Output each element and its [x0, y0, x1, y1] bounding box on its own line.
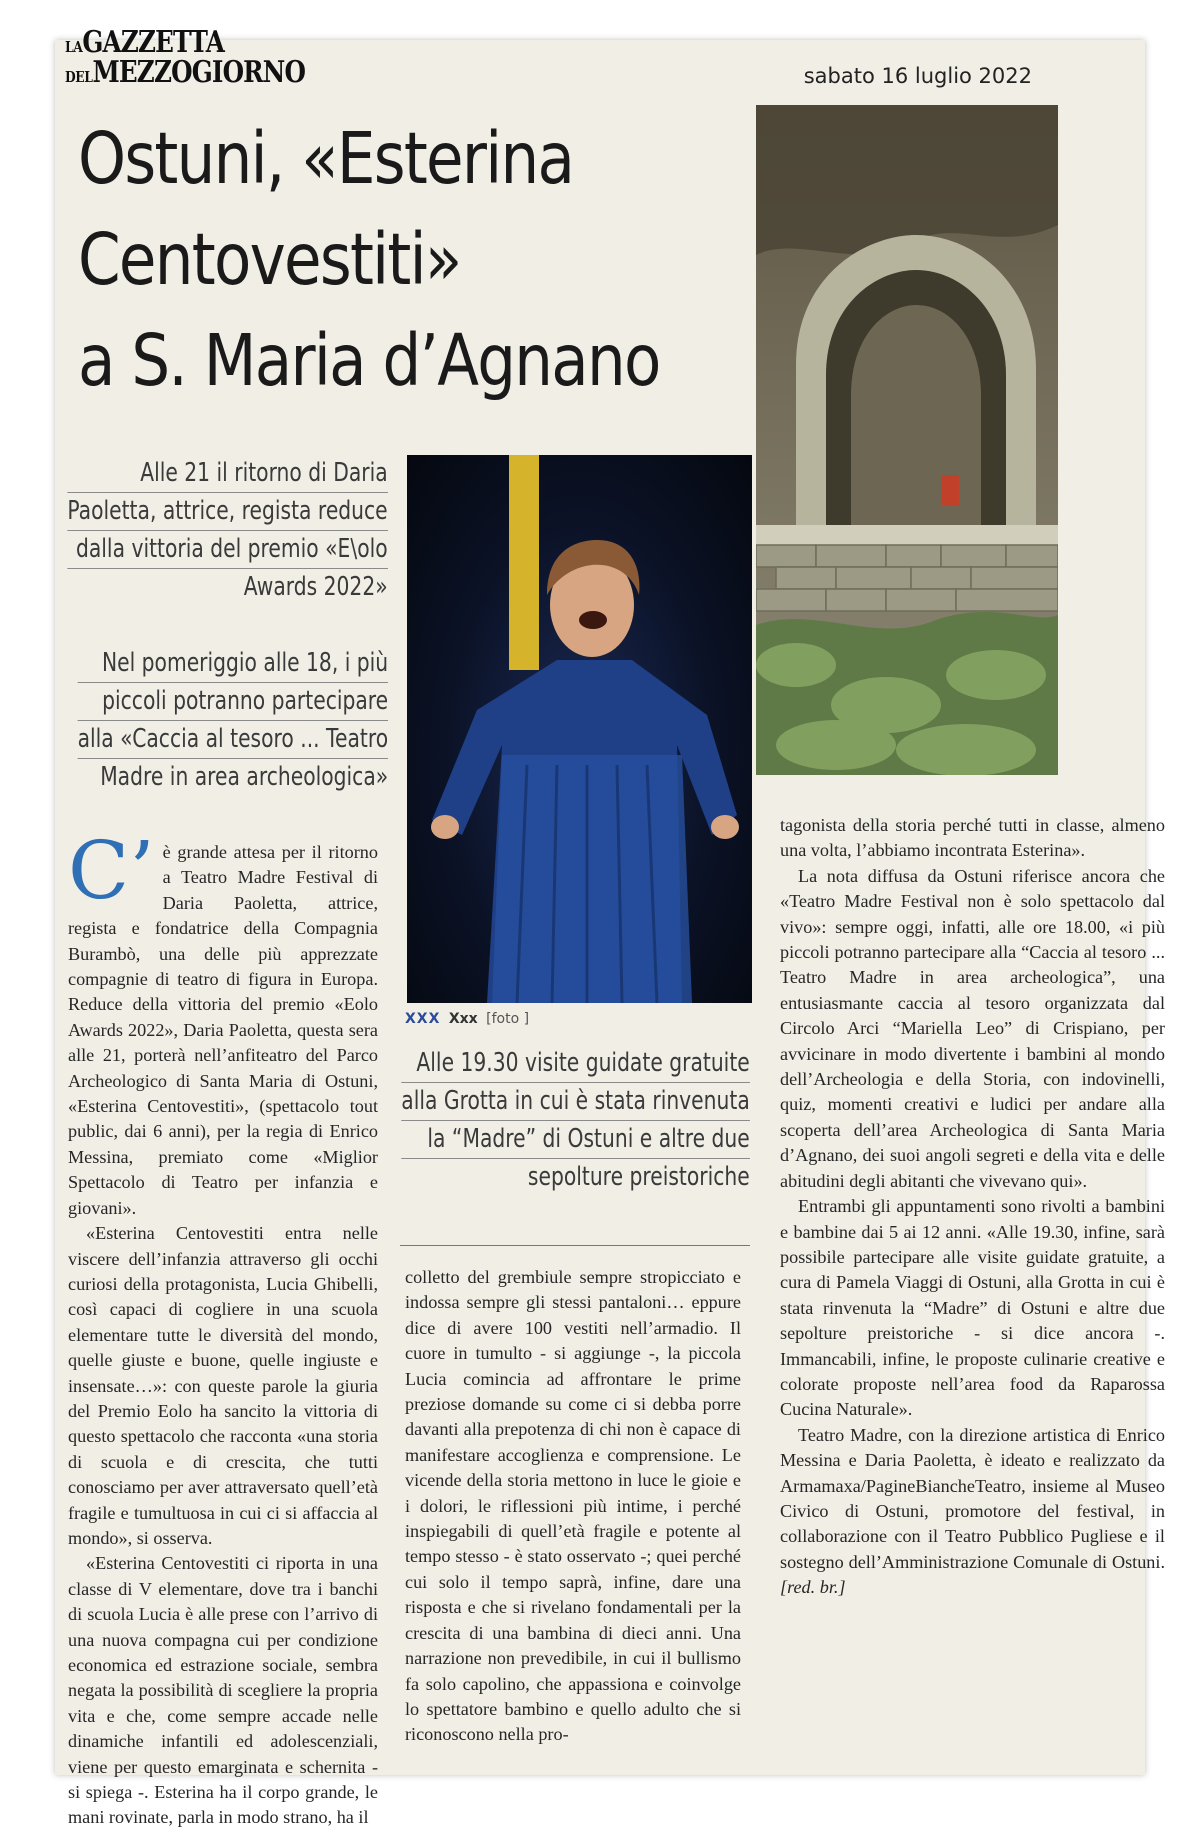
paragraph-text: Teatro Madre, con la direzione artistica di Enrico Messina e Daria Paoletta, è ideato e realizzato da Armamaxa/PagineBiancheTeatro, insieme al Museo Civico di Ostuni, promotore del festival, in collaborazione con il Teatro Pubblico Pugliese e il sostegno dell’Amministrazione Comunale di Ostuni.: [780, 1424, 1165, 1572]
column-divider-rule: [400, 1245, 750, 1246]
subheading-2: [77, 645, 388, 796]
issue-date: sabato 16 luglio 2022: [803, 64, 1032, 88]
article-column-2: [405, 1265, 741, 1748]
subheading-3-line-2: alla Grotta in cui è stata rinvenuta: [402, 1083, 750, 1121]
drop-cap: C’: [68, 824, 155, 917]
subheading-1-line-1: Alle 21 il ritorno di Daria: [68, 455, 388, 493]
paragraph: [780, 1423, 1165, 1601]
paragraph-text: è grande attesa per il ritorno a Teatro Madre Festival di Daria Paoletta, attrice, regista e fondatrice della Compagnia Burambò, una delle più apprezzate compagnie di teatro di figura in Europa. Reduce della vittoria del premio «Eolo Awards 2022», Daria Paoletta, questa sera alle 21, porterà nell’anfiteatro del Parco Archeologico di Santa Maria di Ostuni, «Esterina Centovestiti», (spettacolo tout public, dai 6 anni), per la regia di Enrico Messina, premiato come «Miglior Spettacolo di Teatro per infanzia e giovani».: [68, 842, 378, 1218]
paragraph: colletto del grembiule sempre stropicciato e indossa sempre gli stessi pantaloni… eppure dice di avere 100 vestiti nell’armadio. Il cuore in tumulto - si aggiunge -, la piccola Lucia comincia ad affrontare le prime preziose domande su come ci si debba porre davanti alla prepotenza di chi non è capace di manifestare accoglienza e comprensione. Le vicende della storia mettono in luce le gioie e i dolori, le riflessioni più intime, i perché inspiegabili di quell’età fragile e potente al tempo stesso - è stato osservato -; quei perché cui solo il tempo saprà, infine, dare una risposta e che si rivelano fondamentali per la crescita di una bambina di dieci anni. Una narrazione non prevedibile, in cui il bullismo fa solo capolino, che appassiona e coinvolge lo spettatore bambino e quello adulto che si riconoscono nella pro-: [405, 1267, 741, 1745]
subheading-2-line-4: Madre in area archeologica»: [100, 762, 389, 792]
paragraph: [68, 824, 378, 1221]
subheading-3-line-4: sepolture preistoriche: [528, 1162, 750, 1192]
masthead-prefix-la: LA: [65, 38, 83, 56]
paragraph: tagonista della storia perché tutti in classe, almeno una volta, l’abbiamo incontrata Esterina».: [780, 815, 1165, 861]
subheading-2-line-1: Nel pomeriggio alle 18, i più: [77, 645, 388, 683]
grotto-photo-drawing: [756, 105, 1058, 775]
subheading-1-line-2: Paoletta, attrice, regista reduce: [68, 493, 388, 531]
grotto-photo: [756, 105, 1058, 775]
caption-mark: XXX: [405, 1011, 441, 1027]
masthead-gazzetta: GAZZETTA: [82, 25, 225, 60]
actress-photo: [407, 455, 752, 1003]
paragraph: «Esterina Centovestiti entra nelle viscere dell’infanzia attraverso gli occhi curiosi della protagonista, Lucia Ghibelli, così capaci di cogliere in una scuola elementare tutte le diversità del mondo, quelle giuste e buone, quelle ingiuste e insensate…»: con queste parole la giuria del Premio Eolo ha sancito la vittoria di questo spettacolo che racconta «una storia di scuola e di crescita, che tutti conosciamo per aver attraversato quell’età fragile e tumultuosa in cui ci si affaccia al mondo», si osserva.: [68, 1223, 378, 1548]
subheading-1-line-4: Awards 2022»: [244, 572, 388, 602]
masthead-mezzogiorno: MEZZOGIORNO: [92, 55, 306, 90]
subheading-1: [68, 455, 388, 606]
subheading-2-line-2: piccoli potranno partecipare: [77, 683, 388, 721]
subheading-2-line-3: alla «Caccia al tesoro ... Teatro: [77, 721, 388, 759]
headline-line-1: Ostuni, «Esterina: [78, 117, 574, 200]
paragraph: La nota diffusa da Ostuni riferisce ancora che «Teatro Madre Festival non è solo spettacolo dal vivo»: sempre oggi, infatti, alle ore 18.00, «i più piccoli potranno partecipare alla “Caccia al tesoro ... Teatro Madre in area archeologica”, una entusiasmante caccia al tesoro organizzata dal Circolo Arci “Mariella Leo” di Crispiano, per avvicinare in modo divertente i bambini al mondo dell’Archeologia e della Storia, con indovinelli, quiz, momenti creativi e ludici per andare alla scoperta dell’area Archeologica di Santa Maria d’Agnano, dei suoi angoli segreti e della vita e delle abitudini degli abitanti che vivevano qui».: [780, 865, 1165, 1191]
headline-line-2: Centovestiti»: [78, 218, 461, 301]
subheading-3-line-1: Alle 19.30 visite guidate gratuite: [402, 1045, 750, 1083]
subheading-1-line-3: dalla vittoria del premio «E\olo: [68, 531, 388, 569]
subheading-3-line-3: la “Madre” di Ostuni e altre due: [402, 1121, 750, 1159]
paragraph: Entrambi gli appuntamenti sono rivolti a bambini e bambine dai 5 ai 12 anni. «Alle 19.30, infine, sarà possibile partecipare alle visite guidate gratuite, a cura di Pamela Viaggi di Ostuni, alla Grotta in cui è stata rinvenuta la “Madre” di Ostuni e altre due sepolture preistoriche - si dice ancora -. Immancabili, infine, le proposte culinarie creative e colorate proposte nell’area food da Raparossa Cucina Naturale».: [780, 1196, 1165, 1420]
article-column-1: [68, 824, 378, 1831]
headline-line-3: a S. Maria d’Agnano: [78, 319, 660, 402]
masthead-prefix-del: DEL: [65, 68, 93, 86]
masthead-logo: [65, 25, 306, 90]
author-signature: [red. br.]: [780, 1577, 846, 1598]
subheading-3: [402, 1045, 750, 1196]
paragraph: «Esterina Centovestiti ci riporta in una classe di V elementare, dove tra i banchi di scuola Lucia è alle prese con l’arrivo di una nuova compagna cui per condizione economica ed estrazione sociale, sembra negata la possibilità di scegliere la propria vita e che, come sempre accade nelle dinamiche infantili ed adolescenziali, viene per questo emarginata e schernita - si spiega -. Esterina ha il corpo grande, le mani rovinate, parla in modo strano, ha il: [68, 1553, 378, 1828]
caption-name: Xxx: [448, 1011, 478, 1027]
actress-photo-drawing: [407, 455, 752, 1003]
photo-caption: [405, 1011, 529, 1027]
article-headline: [78, 108, 660, 411]
article-column-3: [780, 813, 1165, 1601]
caption-credit: [foto ]: [486, 1011, 530, 1027]
